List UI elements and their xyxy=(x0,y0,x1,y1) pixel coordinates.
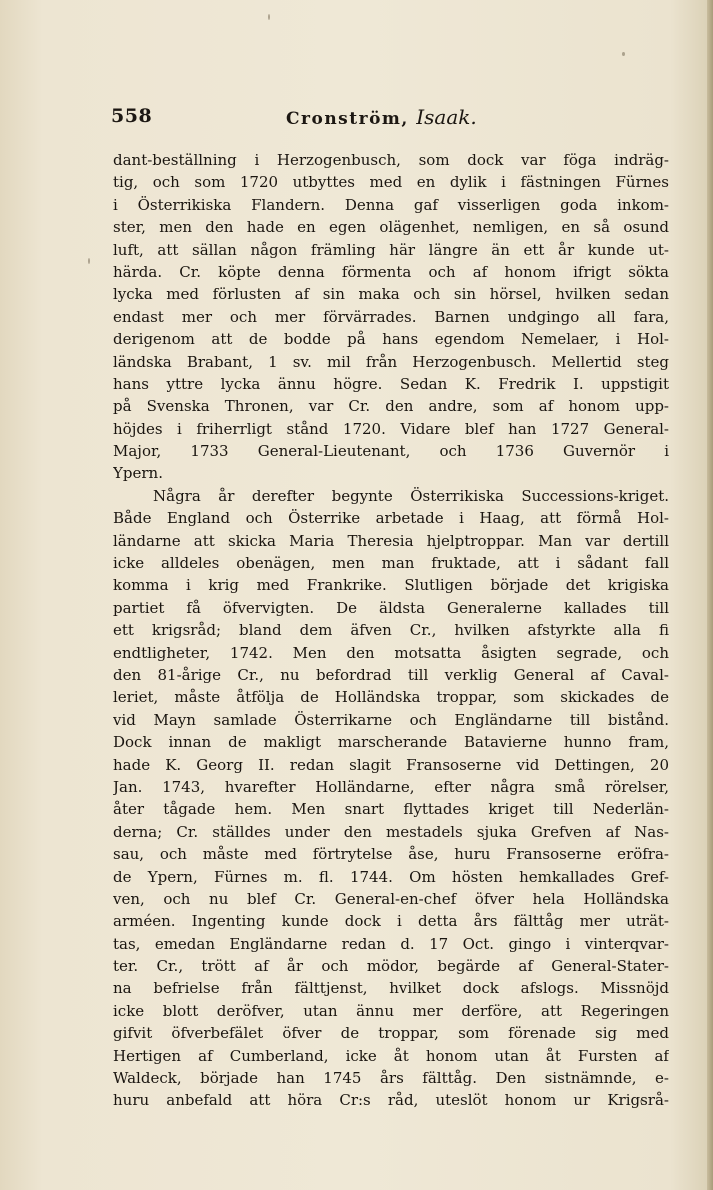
text-line: hade K. Georg II. redan slagit Fransoserne vid Dettingen, 20 xyxy=(113,755,669,774)
text-line: leriet, måste åtfölja de Holländska troppar, som skickades de xyxy=(113,688,669,707)
text-line: höjdes i friherrligt stånd 1720. Vidare blef han 1727 General- xyxy=(113,419,669,438)
text-line: Både England och Österrike arbetade i Haag, att förmå Hol- xyxy=(113,509,669,528)
text-line: Major, 1733 General-Lieutenant, och 1736 Guvernör i xyxy=(113,442,669,461)
page-number: 558 xyxy=(111,105,153,127)
text-line: luft, att sällan någon främling här längre än ett år kunde ut- xyxy=(113,240,669,259)
text-line: tas, emedan Engländarne redan d. 17 Oct. gingo i vinterqvar- xyxy=(113,934,669,953)
text-line: icke blott deröfver, utan ännu mer derföre, att Regeringen xyxy=(113,1001,669,1020)
paper-speck xyxy=(622,52,625,56)
text-line: de Ypern, Fürnes m. fl. 1744. Om hösten hemkallades Gref- xyxy=(113,867,669,886)
text-line: Dock innan de makligt marscherande Batavierne hunno fram, xyxy=(113,733,669,752)
text-line: sau, och måste med förtrytelse åse, huru Fransoserne eröfra- xyxy=(113,845,669,864)
text-line: gifvit öfverbefälet öfver de troppar, som förenade sig med xyxy=(113,1024,669,1043)
text-line: ett krigsråd; bland dem äfven Cr., hvilken afstyrkte alla fi xyxy=(113,621,669,640)
text-line: Jan. 1743, hvarefter Holländarne, efter några små rörelser, xyxy=(113,777,669,796)
text-line: ven, och nu blef Cr. General-en-chef öfver hela Holländska xyxy=(113,889,669,908)
text-line: partiet få öfvervigten. De äldsta Generalerne kallades till xyxy=(113,598,669,617)
text-line: arméen. Ingenting kunde dock i detta års fälttåg mer uträt- xyxy=(113,912,669,931)
paragraph-start-line: Några år derefter begynte Österrikiska Successions-kriget. xyxy=(153,486,669,505)
text-line: på Svenska Thronen, var Cr. den andre, som af honom upp- xyxy=(113,397,669,416)
text-line: i Österrikiska Flandern. Denna gaf visserligen goda inkom- xyxy=(113,195,669,214)
text-line: tig, och som 1720 utbyttes med en dylik i fästningen Fürnes xyxy=(113,173,669,192)
text-line: Waldeck, började han 1745 års fälttåg. Den sistnämnde, e- xyxy=(113,1069,669,1088)
text-line: na befrielse från fälttjenst, hvilket dock afslogs. Missnöjd xyxy=(113,979,669,998)
text-line: dant-beställning i Herzogenbusch, som dock var föga indräg- xyxy=(113,151,669,169)
text-line: åter tågade hem. Men snart flyttades kriget till Nederlän- xyxy=(113,800,669,819)
text-line: endast mer och mer förvärrades. Barnen undgingo all fara, xyxy=(113,307,669,326)
text-line: ländarne att skicka Maria Theresia hjelptroppar. Man var dertill xyxy=(113,531,669,550)
text-line: Hertigen af Cumberland, icke åt honom utan åt Fursten af xyxy=(113,1046,669,1065)
text-line: derigenom att de bodde på hans egendom Nemelaer, i Hol- xyxy=(113,330,669,349)
text-line: hans yttre lycka ännu högre. Sedan K. Fredrik I. uppstigit xyxy=(113,374,669,393)
running-head-surname: Cronström, xyxy=(286,109,409,129)
text-line: ländska Brabant, 1 sv. mil från Herzogenbusch. Mellertid steg xyxy=(113,352,669,371)
paper-speck xyxy=(88,258,90,264)
text-line: ster, men den hade en egen olägenhet, nemligen, en så osund xyxy=(113,218,669,237)
text-line: endtligheter, 1742. Men den motsatta åsigten segrade, och xyxy=(113,643,669,662)
text-line: härda. Cr. köpte denna förmenta och af honom ifrigt sökta xyxy=(113,262,669,281)
text-line: ter. Cr., trött af år och mödor, begärde af General-Stater- xyxy=(113,957,669,976)
running-head-first-name: Isaak. xyxy=(416,105,477,129)
text-line: icke alldeles obenägen, men man fruktade, att i sådant fall xyxy=(113,554,669,573)
text-line: huru anbefald att höra Cr:s råd, uteslöt honom ur Krigsrå- xyxy=(113,1091,669,1110)
text-line: lycka med förlusten af sin maka och sin hörsel, hvilken sedan xyxy=(113,285,669,304)
text-line: den 81-årige Cr., nu befordrad till verklig General af Caval- xyxy=(113,665,669,684)
text-line: vid Mayn samlade Österrikarne och Engländarne till bistånd. xyxy=(113,710,669,729)
text-line: komma i krig med Frankrike. Slutligen började det krigiska xyxy=(113,576,669,595)
running-head xyxy=(286,105,477,129)
text-line: derna; Cr. ställdes under den mestadels sjuka Grefven af Nas- xyxy=(113,822,669,841)
paragraph-end-line: Ypern. xyxy=(113,464,163,483)
page-edge xyxy=(707,0,713,1190)
body-text xyxy=(113,149,669,1112)
page-header xyxy=(111,105,671,135)
paper-speck xyxy=(268,14,270,20)
